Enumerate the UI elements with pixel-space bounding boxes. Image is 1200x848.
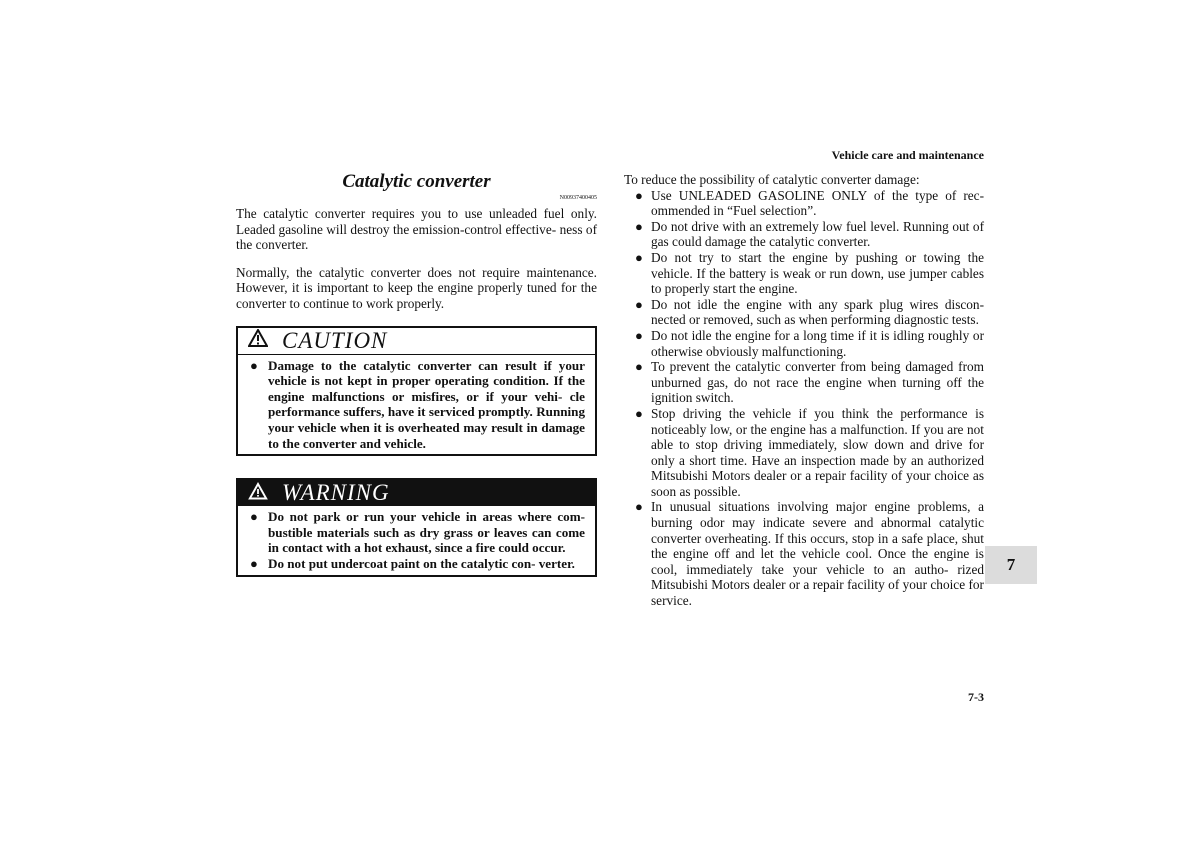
bullet-icon: ● — [250, 509, 258, 525]
caution-body — [238, 355, 595, 455]
damage-intro: To reduce the possibility of catalytic converter damage: — [624, 172, 920, 187]
caution-header — [238, 328, 595, 355]
precaution-text: Stop driving the vehicle if you think the performance is noticeably low, or the engine has a malfunction. If you are not able to stop driving immediately, slow down and drive for only a short time. Have an inspection made by an authorized Mitsubishi Motors dealer or a repair facility of your choice as soon as possible. — [651, 405, 984, 499]
maintenance-paragraph: Normally, the catalytic converter does not require maintenance. However, it is important to keep the engine properly tuned for the converter to continue to work properly. — [236, 264, 597, 311]
bullet-icon: ● — [635, 359, 643, 375]
warning-label: WARNING — [282, 480, 390, 506]
precaution-item — [624, 499, 984, 608]
reference-code: N00937400405 — [559, 195, 597, 201]
caution-label: CAUTION — [282, 327, 388, 353]
page-title: Catalytic converter — [342, 171, 491, 192]
precaution-text: In unusual situations involving major engine problems, a burning odor may indicate severe and abnormal catalytic converter overheating. If this occurs, stop in a safe place, shut the engine off and let the vehicle cool. Once the engine is cool, immediately take your vehicle to an autho- rized Mitsubishi Motors dealer or a repair facility of your choice for service. — [651, 499, 984, 609]
caution-box — [236, 326, 597, 457]
warning-triangle-icon — [248, 482, 268, 505]
precaution-item — [624, 297, 984, 328]
precaution-item — [624, 328, 984, 359]
precaution-item — [624, 188, 984, 219]
precaution-text: Do not drive with an extremely low fuel level. Running out of gas could damage the catalytic converter. — [651, 218, 984, 250]
bullet-icon: ● — [635, 499, 643, 515]
bullet-icon: ● — [635, 249, 643, 265]
right-column — [624, 172, 984, 609]
bullet-icon: ● — [635, 327, 643, 343]
precaution-text: Do not idle the engine for a long time if it is idling roughly or otherwise obviously malfunctioning. — [651, 327, 984, 359]
bullet-icon: ● — [250, 357, 258, 373]
warning-item-text: Do not put undercoat paint on the catalytic con- verter. — [268, 555, 575, 571]
caution-item — [250, 358, 585, 452]
warning-item — [250, 556, 585, 572]
bullet-icon: ● — [635, 405, 643, 421]
precaution-item — [624, 359, 984, 406]
intro-paragraph: The catalytic converter requires you to use unleaded fuel only. Leaded gasoline will destroy the emission-control effective- ness of the converter. — [236, 206, 597, 253]
warning-item — [250, 509, 585, 556]
warning-triangle-icon — [248, 329, 268, 352]
precaution-item — [624, 219, 984, 250]
caution-item-text: Damage to the catalytic converter can result if your vehicle is not kept in proper operating condition. If the engine malfunctions or misfires, or if your vehi- cle performance suffers, have it serviced promptly. Running your vehicle when it is overheated may result in damage to the converter and vehicle. — [268, 357, 585, 451]
bullet-icon: ● — [250, 555, 258, 571]
precaution-text: To prevent the catalytic converter from being damaged from unburned gas, do not race the engine when turning off the ignition switch. — [651, 359, 984, 406]
left-column — [236, 170, 597, 577]
warning-box — [236, 478, 597, 576]
precaution-text: Do not idle the engine with any spark plug wires discon- nected or removed, such as when performing diagnostic tests. — [651, 296, 984, 328]
precaution-item — [624, 250, 984, 297]
bullet-icon: ● — [635, 296, 643, 312]
warning-item-text: Do not park or run your vehicle in areas where com- bustible materials such as dry grass or leaves can come in contact with a hot exhaust, since a fire could occur. — [268, 509, 585, 556]
precaution-text: Use UNLEADED GASOLINE ONLY of the type of rec- ommended in “Fuel selection”. — [651, 187, 984, 219]
bullet-icon: ● — [635, 218, 643, 234]
warning-header — [238, 480, 595, 506]
precaution-item — [624, 406, 984, 500]
chapter-tab: 7 — [985, 546, 1037, 584]
warning-body — [238, 506, 595, 574]
page-number: 7-3 — [968, 690, 984, 704]
precaution-text: Do not try to start the engine by pushing or towing the vehicle. If the battery is weak or run down, use jumper cables to properly start the engine. — [651, 249, 984, 297]
bullet-icon: ● — [635, 187, 643, 203]
section-header: Vehicle care and maintenance — [831, 148, 984, 162]
